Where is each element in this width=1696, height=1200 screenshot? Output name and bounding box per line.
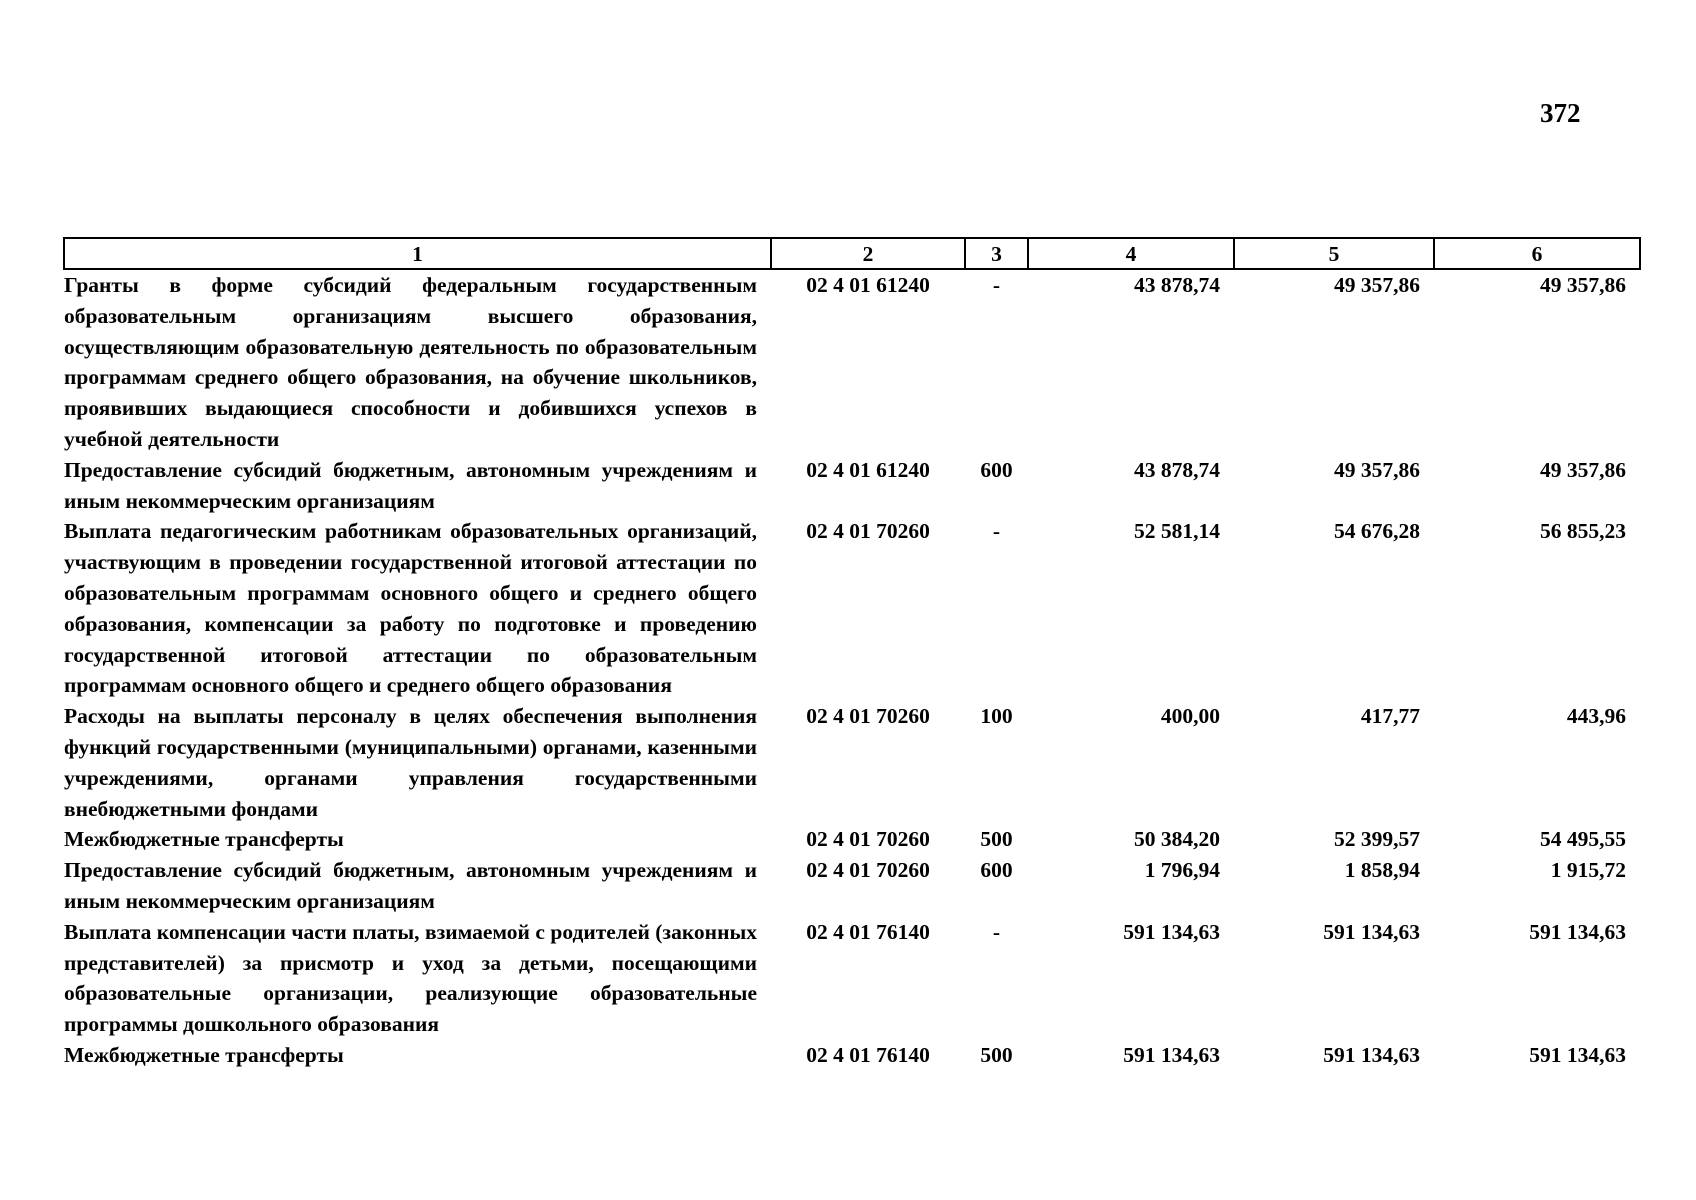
column-header: 2 bbox=[771, 238, 965, 269]
expense-description: Межбюджетные трансферты bbox=[64, 827, 344, 852]
expense-description: Гранты в форме субсидий федеральным государственным образовательным организациям высшего образования, осуществляющим образовательную деятельность по образовательным программам среднего общего образования, на обучение школьников, проявивших выдающиеся способности и добившихся успехов в учебной деятельности bbox=[64, 273, 757, 451]
amount-col4: 43 878,74 bbox=[1134, 273, 1220, 297]
expense-type-code: - bbox=[992, 519, 1001, 544]
expense-type-code: 500 bbox=[980, 827, 1013, 852]
amount-col6: 49 357,86 bbox=[1540, 457, 1626, 482]
expense-description: Предоставление субсидий бюджетным, автономным учреждениям и иным некоммерческим организациям bbox=[64, 457, 757, 513]
column-header: 3 bbox=[965, 238, 1028, 269]
expense-type-code: 100 bbox=[980, 704, 1013, 729]
amount-col5: 54 676,28 bbox=[1334, 519, 1420, 544]
amount-col4: 43 878,74 bbox=[1134, 457, 1220, 482]
amount-col4: 52 581,14 bbox=[1134, 519, 1220, 544]
amount-col6: 443,96 bbox=[1566, 704, 1626, 729]
table-row bbox=[64, 516, 1640, 701]
header-row bbox=[64, 238, 1640, 269]
column-header: 1 bbox=[64, 238, 771, 269]
amount-col5: 1 858,94 bbox=[1344, 858, 1420, 883]
target-article-code: 02 4 01 70260 bbox=[806, 827, 930, 852]
page-number: 372 bbox=[1540, 98, 1581, 128]
table-row bbox=[64, 269, 1640, 455]
amount-col4: 591 134,63 bbox=[1123, 919, 1220, 944]
amount-col4: 1 796,94 bbox=[1144, 858, 1220, 883]
amount-col6: 54 495,55 bbox=[1540, 827, 1626, 852]
amount-col4: 50 384,20 bbox=[1134, 827, 1220, 852]
expense-type-code: 600 bbox=[980, 858, 1013, 883]
table-row bbox=[64, 701, 1640, 824]
column-header: 4 bbox=[1028, 238, 1234, 269]
amount-col6: 1 915,72 bbox=[1550, 858, 1626, 883]
amount-col6: 591 134,63 bbox=[1529, 1042, 1626, 1067]
table-row bbox=[64, 455, 1640, 517]
table-row bbox=[64, 855, 1640, 917]
expense-description: Межбюджетные трансферты bbox=[64, 1042, 344, 1067]
expense-type-code: 600 bbox=[980, 457, 1013, 482]
amount-col4: 400,00 bbox=[1160, 704, 1220, 729]
amount-col5: 417,77 bbox=[1360, 704, 1420, 729]
table-row bbox=[64, 824, 1640, 855]
amount-col5: 591 134,63 bbox=[1323, 1042, 1420, 1067]
expense-type-code: - bbox=[992, 919, 1001, 944]
expense-description: Расходы на выплаты персоналу в целях обеспечения выполнения функций государственными (муниципальными) органами, казенными учреждениями, органами управления государственными внебюджетными фондами bbox=[64, 704, 757, 821]
expense-description: Выплата компенсации части платы, взимаемой с родителей (законных представителей) за присмотр и уход за детьми, посещающими образовательные организации, реализующие образовательные программы дошкольного образования bbox=[64, 919, 757, 1037]
amount-col5: 52 399,57 bbox=[1334, 827, 1420, 852]
column-header: 6 bbox=[1434, 238, 1640, 269]
amount-col5: 591 134,63 bbox=[1323, 919, 1420, 944]
amount-col6: 49 357,86 bbox=[1540, 273, 1626, 297]
target-article-code: 02 4 01 61240 bbox=[806, 457, 930, 482]
target-article-code: 02 4 01 61240 bbox=[806, 273, 930, 297]
expense-description: Предоставление субсидий бюджетным, автономным учреждениям и иным некоммерческим организациям bbox=[64, 858, 757, 913]
target-article-code: 02 4 01 70260 bbox=[806, 858, 930, 883]
target-article-code: 02 4 01 70260 bbox=[806, 519, 930, 544]
table-row bbox=[64, 1040, 1640, 1071]
amount-col6: 591 134,63 bbox=[1529, 919, 1626, 944]
amount-col4: 591 134,63 bbox=[1123, 1042, 1220, 1067]
budget-table bbox=[63, 237, 1641, 1071]
expense-type-code: - bbox=[992, 273, 1001, 297]
table-row bbox=[64, 917, 1640, 1040]
expense-description: Выплата педагогическим работникам образовательных организаций, участвующим в проведении государственной итоговой аттестации по образовательным программам основного общего и среднего общего образования, компенсации за работу по подготовке и проведению государственной итоговой аттестации по образовательным программам основного общего и среднего общего образования bbox=[64, 519, 757, 698]
amount-col5: 49 357,86 bbox=[1334, 273, 1420, 297]
column-header: 5 bbox=[1234, 238, 1434, 269]
amount-col6: 56 855,23 bbox=[1540, 519, 1626, 544]
expense-type-code: 500 bbox=[980, 1042, 1013, 1067]
amount-col5: 49 357,86 bbox=[1334, 457, 1420, 482]
target-article-code: 02 4 01 70260 bbox=[806, 704, 930, 729]
target-article-code: 02 4 01 76140 bbox=[806, 1042, 930, 1067]
target-article-code: 02 4 01 76140 bbox=[806, 919, 930, 944]
